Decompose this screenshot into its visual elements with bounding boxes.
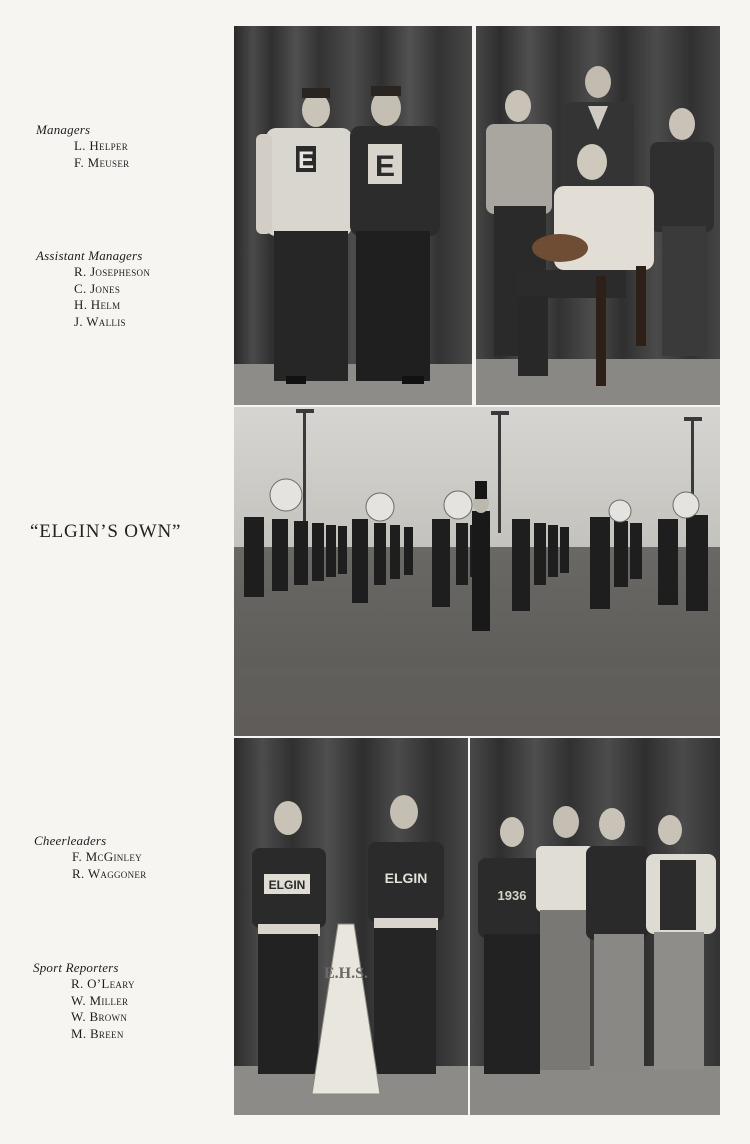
sport-reporters-caption	[33, 959, 135, 1042]
sweater-text-left: ELGIN	[268, 878, 306, 892]
assistant-manager-name: R. Josepheson	[74, 264, 151, 279]
letter-e-right: E	[374, 150, 396, 183]
letter-e-left: E	[297, 147, 315, 174]
managers-heading: Managers	[36, 122, 91, 137]
sport-reporter-name: R. O’Leary	[71, 976, 135, 991]
manager-name: L. Helper	[74, 138, 129, 153]
sport-reporters-heading: Sport Reporters	[33, 960, 119, 975]
sport-reporters-photo	[470, 738, 720, 1115]
assistant-managers-heading: Assistant Managers	[36, 248, 143, 263]
cheerleaders-heading: Cheerleaders	[34, 833, 107, 848]
managers-photo	[234, 26, 472, 405]
assistant-manager-name: J. Wallis	[74, 313, 126, 329]
cheerleader-name: R. Waggoner	[72, 865, 147, 881]
sport-reporter-name: W. Miller	[71, 992, 129, 1008]
cheerleaders-caption	[34, 832, 147, 882]
assistant-manager-name: C. Jones	[74, 280, 121, 296]
cheerleaders-names	[72, 849, 147, 882]
assistant-managers-names	[74, 264, 150, 330]
managers-names	[74, 138, 129, 171]
sweater-text-right: ELGIN	[384, 870, 428, 886]
sport-reporters-names	[71, 976, 135, 1042]
assistant-managers-caption	[36, 247, 150, 330]
manager-name: F. Meuser	[74, 154, 130, 170]
cheerleader-name: F. McGinley	[72, 849, 142, 864]
assistant-managers-photo	[476, 26, 720, 405]
sweater-year-text: 1936	[497, 888, 527, 903]
managers-caption	[36, 121, 129, 171]
assistant-manager-name: H. Helm	[74, 297, 121, 312]
band-title: “ELGIN’S OWN”	[30, 521, 182, 542]
cheerleaders-photo	[234, 738, 468, 1115]
sport-reporter-name: W. Brown	[71, 1009, 128, 1024]
megaphone-text: E.H.S.	[323, 965, 369, 982]
sport-reporter-name: M. Breen	[71, 1025, 124, 1041]
marching-band-photo	[234, 407, 720, 736]
